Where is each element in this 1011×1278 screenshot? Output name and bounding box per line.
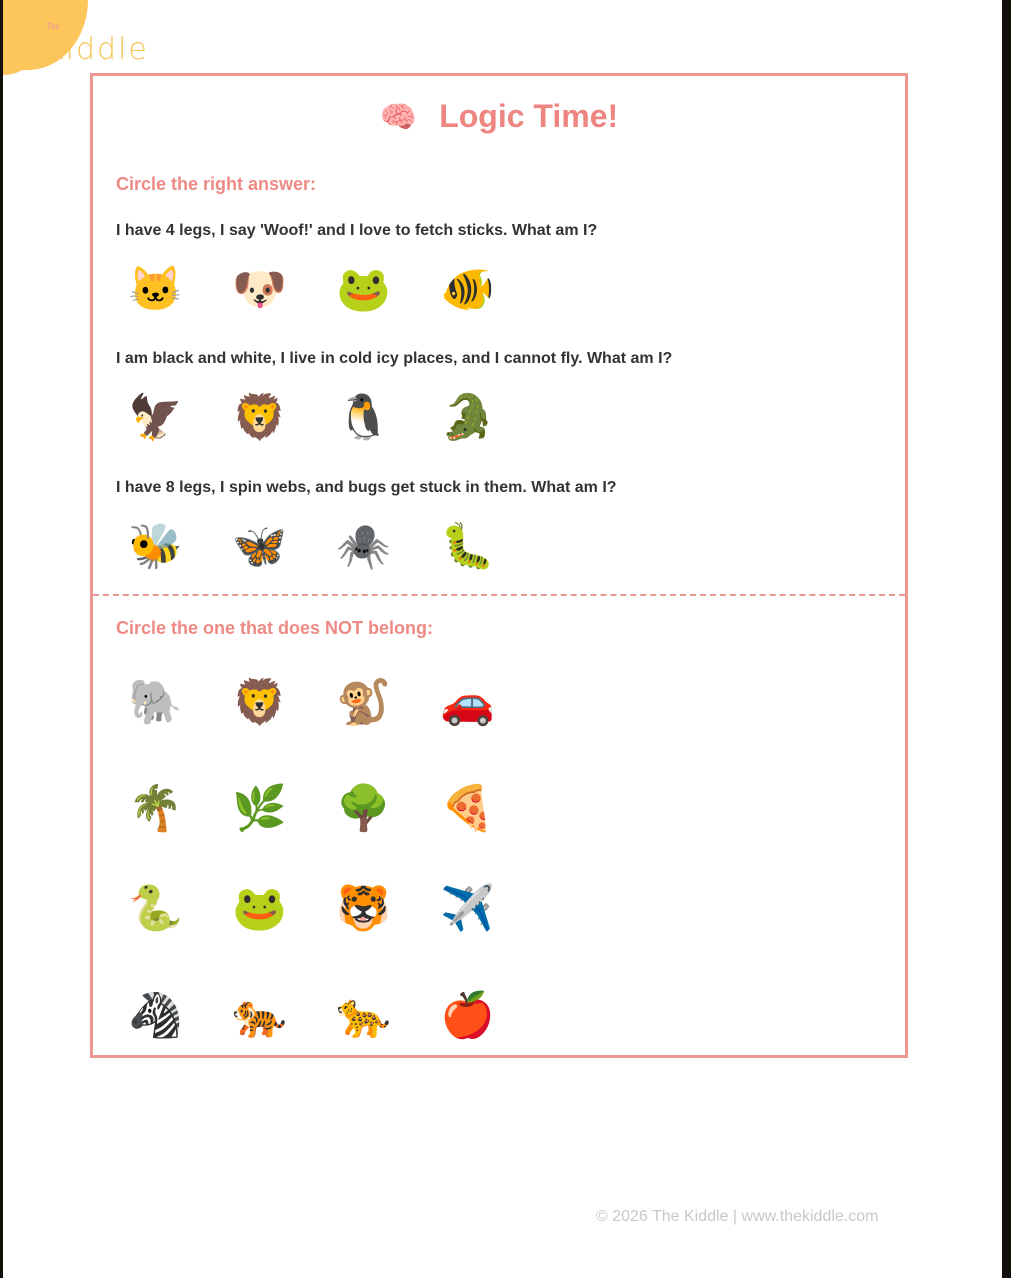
herb-icon[interactable]: 🌿 — [232, 784, 287, 833]
brain-icon: 🧠 — [379, 101, 418, 134]
tiger-icon[interactable]: 🐅 — [232, 991, 287, 1040]
odd-row-2 — [128, 784, 544, 834]
worksheet-card — [90, 73, 908, 1058]
car-icon[interactable]: 🚗 — [440, 678, 495, 727]
snake-icon[interactable]: 🐍 — [128, 884, 183, 933]
page-title — [93, 98, 905, 135]
odd-row-4 — [128, 991, 544, 1041]
question-1-options — [128, 265, 544, 315]
caterpillar-icon[interactable]: 🐛 — [440, 522, 495, 571]
question-2-options — [128, 393, 544, 443]
zebra-icon[interactable]: 🦓 — [128, 991, 183, 1040]
pizza-icon[interactable]: 🍕 — [440, 784, 495, 833]
tiger-face-icon[interactable]: 🐯 — [336, 884, 391, 933]
leopard-icon[interactable]: 🐆 — [336, 991, 391, 1040]
title-text: Logic Time! — [439, 98, 619, 134]
penguin-icon[interactable]: 🐧 — [336, 393, 391, 442]
apple-icon[interactable]: 🍎 — [440, 991, 495, 1040]
section-heading-right-answer: Circle the right answer: — [116, 174, 317, 194]
fish-icon[interactable]: 🐠 — [440, 265, 495, 314]
footer-copyright: © 2026 The Kiddle | www.thekiddle.com — [596, 1208, 879, 1225]
airplane-icon[interactable]: ✈️ — [440, 884, 495, 933]
question-3: I have 8 legs, I spin webs, and bugs get stuck in them. What am I? — [116, 479, 617, 496]
section-divider — [93, 594, 905, 596]
cat-icon[interactable]: 🐱 — [128, 265, 183, 314]
bee-icon[interactable]: 🐝 — [128, 522, 183, 571]
logo-the: The — [46, 22, 60, 31]
dog-icon[interactable]: 🐶 — [232, 265, 287, 314]
odd-row-1 — [128, 678, 544, 728]
odd-row-3 — [128, 884, 544, 934]
question-2: I am black and white, I live in cold icy places, and I cannot fly. What am I? — [116, 350, 673, 367]
question-1: I have 4 legs, I say 'Woof!' and I love to fetch sticks. What am I? — [116, 222, 598, 239]
worksheet-page — [3, 0, 1002, 1278]
crocodile-icon[interactable]: 🐊 — [440, 393, 495, 442]
frog-icon[interactable]: 🐸 — [336, 265, 391, 314]
lion-icon[interactable]: 🦁 — [232, 678, 287, 727]
frog-icon[interactable]: 🐸 — [232, 884, 287, 933]
logo-name: Kiddle — [44, 32, 149, 67]
question-3-options — [128, 522, 544, 572]
elephant-icon[interactable]: 🐘 — [128, 678, 183, 727]
palm-tree-icon[interactable]: 🌴 — [128, 784, 183, 833]
section-heading-odd-one-out: Circle the one that does NOT belong: — [116, 618, 434, 638]
eagle-icon[interactable]: 🦅 — [128, 393, 183, 442]
spider-icon[interactable]: 🕷️ — [336, 522, 391, 571]
butterfly-icon[interactable]: 🦋 — [232, 522, 287, 571]
monkey-icon[interactable]: 🐒 — [336, 678, 391, 727]
lion-icon[interactable]: 🦁 — [232, 393, 287, 442]
tree-icon[interactable]: 🌳 — [336, 784, 391, 833]
